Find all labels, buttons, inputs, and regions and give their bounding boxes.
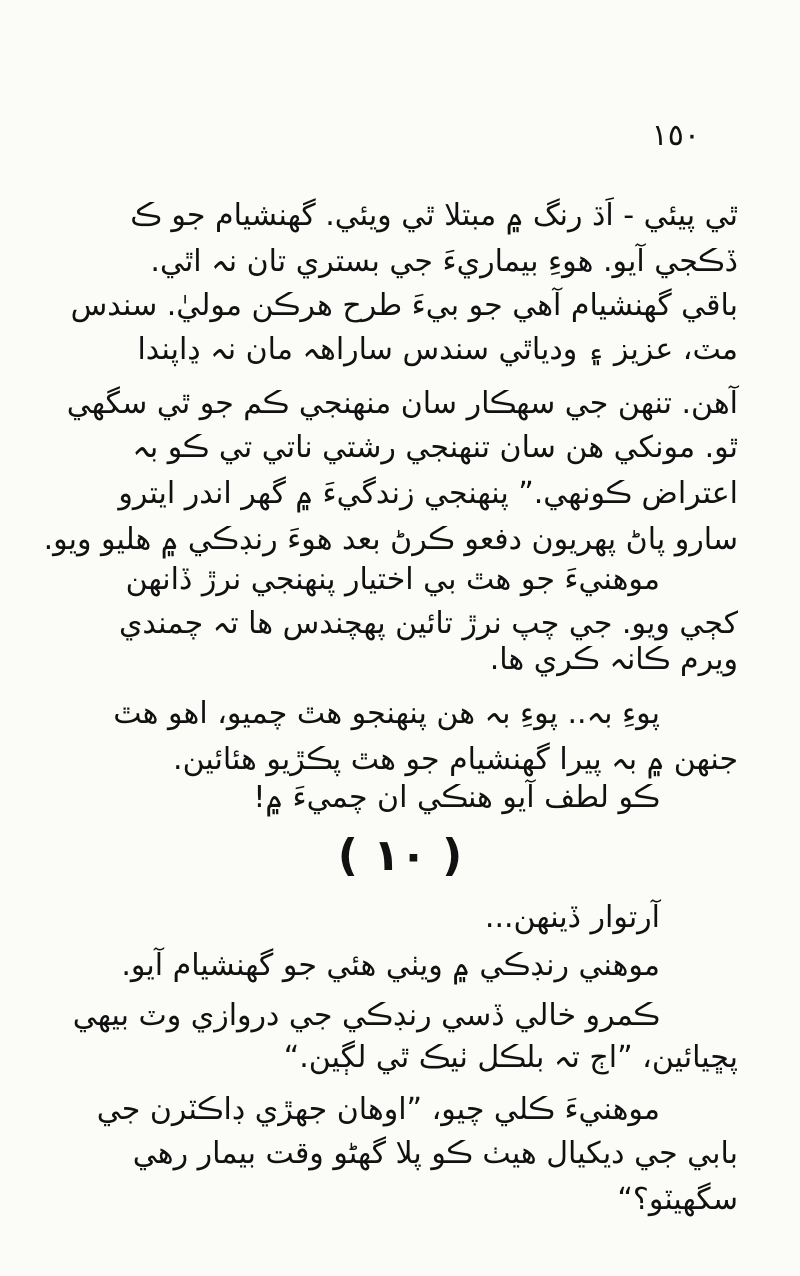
text-line: اعتراض ڪونهي.” پنهنجي زندگيءَ ۾ گهر اندر ايترو: [118, 476, 738, 511]
text-line: ويرم ڪانہ ڪري ها.: [489, 642, 738, 677]
text-line: پوءِ بہ.. پوءِ بہ هن پنهنجو هٿ چميو، اهو هٿ: [113, 696, 660, 731]
text-line: آهن. تنهن جي سهڪار سان منهنجي ڪم جو ٿي سگهي: [66, 386, 738, 421]
text-line: کڄي ويو. جي چپ نرڙ تائين پهچندس ها تہ چمندي: [118, 606, 738, 641]
text-line: موهنيءَ ڪلي چيو، ”اوهان جهڙي ڊاڪٽرن جي: [96, 1092, 660, 1127]
text-line: موهني رنڊڪي ۾ ويٺي هئي جو گهنشيام آيو.: [121, 948, 660, 983]
text-line: ڪمرو خالي ڏسي رنڊڪي جي دروازي وٽ بيهي: [72, 998, 660, 1033]
page-number: ١٥٠: [651, 118, 700, 153]
text-line: پڇيائين، ”اڄ تہ بلڪل ٺيڪ ٿي لڳين.“: [283, 1040, 738, 1075]
text-line: سارو پاڻ پهريون دفعو ڪرڻ بعد هوءَ رنڊڪي ۾ هليو ويو.: [43, 522, 738, 557]
text-line: ڏڪجي آيو. هوءِ بيماريءَ جي بستري تان نہ اٿي.: [150, 244, 738, 279]
chapter-heading: ( ١٠ ): [337, 830, 463, 881]
text-line: باقي گهنشيام آهي جو بيءَ طرح هرڪن موليٰ. سندس: [70, 288, 738, 323]
text-line: آرتوار ڏينهن...: [484, 900, 660, 935]
text-line: ٿو. مونکي هن سان تنهنجي رشتي ناتي تي ڪو بہ: [132, 430, 738, 465]
text-line: ڪو لطف آيو هنڪي ان چميءَ ۾!: [253, 780, 660, 815]
text-line: موهنيءَ جو هٿ بي اختيار پنهنجي نرڙ ڏانهن: [125, 562, 660, 597]
text-line: بابي جي ديکيال هيٺ ڪو پلا گهڻو وقت بيمار رهي: [132, 1136, 738, 1171]
text-line: جنهن ۾ بہ پيرا گهنشيام جو هٿ پڪڙيو هئائين.: [173, 742, 738, 777]
text-line: سگهيٽو؟“: [617, 1182, 738, 1217]
text-line: مٽ، عزيز ۽ ودياٿي سندس ساراهہ مان نہ ڍاپندا: [137, 332, 738, 367]
text-line: ٿي پيئي - اَڌ رنگ ۾ مبتلا ٿي ويئي. گهنشيام جو ڪ: [130, 198, 738, 233]
